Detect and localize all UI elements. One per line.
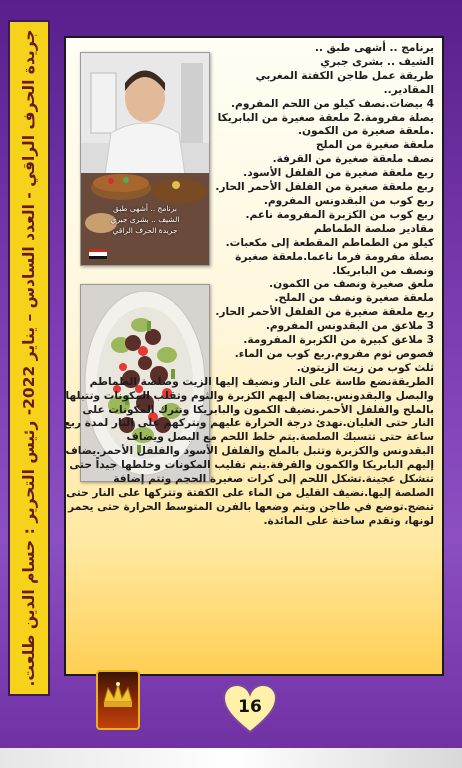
- article-line: الطريقةنضع طاسة على النار ونضيف إليها الزيت وصلصة الطماطم: [89, 375, 434, 388]
- article-line: نصف ملعقة صغيرة من القرفة.: [272, 153, 434, 166]
- article-line: البقدونس والكزبرة وتتبل بالملح والفلفل الأسود والفلفل الأحمر.يضاف: [65, 445, 434, 458]
- article-line: والبصل والبقدونس.يضاف إليهم الكزبرة والثوم وتقلب المكونات وتتبلها: [65, 389, 434, 402]
- bottom-bar: [0, 748, 462, 768]
- article-line: 3 ملاعق كبيرة من الكزبرة المفرومة.: [243, 334, 434, 347]
- article-line: ربع ملعقة صغيرة من الفلفل الأسود.: [243, 167, 434, 180]
- article-line: طريقة عمل طاجن الكفتة المغربي: [255, 69, 434, 82]
- article-text: [63, 42, 434, 529]
- side-banner: [8, 20, 50, 696]
- article-panel: [64, 36, 444, 676]
- page-number: 16: [238, 697, 262, 717]
- article-line: ربع ملعقة صغيرة من الفلفل الأحمر الحار.: [215, 306, 434, 319]
- article-line: ثلث كوب من زيت الزيتون.: [296, 361, 434, 374]
- article-line: تتشكل عجينة.تشكل اللحم إلى كرات صغيرة الحجم وتتم إضافة: [113, 473, 434, 486]
- article-line: 4 بيضات.نصف كيلو من اللحم المفروم.: [231, 97, 434, 110]
- side-banner-text: جريدة الحرف الراقي - العدد السادس – يناير 2022- رئيس التحرير : حسام الدين طلعت.: [20, 29, 38, 687]
- article-line: ربع ملعقة صغيرة من الفلفل الأحمر الحار.: [215, 181, 434, 194]
- article-line: ملعقة صغيرة من الملح: [315, 139, 434, 152]
- article-line: 3 ملاعق من البقدونس المفروم.: [265, 320, 434, 333]
- article-line: ربع كوب من البقدونس المفروم.: [263, 194, 434, 207]
- article-line: تنضج.توضع في طاجن ويتم وضعها بالفرن المتوسط الحرارة حتى يحمر: [68, 500, 434, 513]
- article-line: .ملعقة صغيرة من الكمون.: [297, 125, 434, 138]
- article-line: ونصف من البابريكا.: [332, 264, 434, 277]
- crown-icon: [98, 672, 138, 728]
- article-line: بالملح والفلفل الأحمر.نضيف الكمون والبابريكا ونترك المكونات على: [82, 403, 434, 416]
- article-line: بصلة مفرومة فرما ناعما.ملعقة صغيرة: [235, 250, 434, 263]
- photo-caption-line: برنامج .. أشهى طبق: [113, 204, 177, 213]
- photo-caption-line: الشيف .. بشرى جبري: [110, 215, 180, 224]
- article-line: الشيف .. بشرى جبري: [320, 55, 434, 68]
- article-line: ساعة حتى تتسبك الصلصة.يتم خلط اللحم مع البصل ويضاف: [126, 431, 434, 444]
- photo-caption-line: جريدة الحرف الراقي: [112, 226, 178, 235]
- article-line: المقادير..: [383, 83, 434, 96]
- article-line: مقادير صلصة الطماطم: [313, 222, 434, 235]
- article-line: برنامج .. أشهى طبق ..: [314, 42, 434, 54]
- article-line: كيلو من الطماطم المقطعة إلى مكعبات.: [225, 236, 434, 249]
- article-line: فصوص ثوم مفروم.ربع كوب من الماء.: [234, 347, 434, 360]
- article-line: ملعق صغيرة ونصف من الكمون.: [269, 278, 434, 291]
- article-line: ربع كوب من الكزبرة المفرومة ناعم.: [245, 208, 434, 221]
- article-line: بصلة مفرومة.2 ملعقة صغيرة من البابريكا: [217, 111, 434, 124]
- article-line: ملعقة صغيرة ونصف من الملح.: [274, 292, 434, 305]
- article-line: لونها، وتقدم ساخنة على المائدة.: [263, 514, 434, 527]
- article-line: إليهم البابريكا والكمون والقرفة.يتم تقليب المكونات وخلطها جيداً حتى: [69, 459, 434, 472]
- crown-logo: [96, 670, 140, 730]
- article-line: النار حتى الغليان.نهدئ درجة الحرارة عليهم ونتركهم على النار لمدة ربع: [63, 417, 434, 430]
- article-line: الصلصة إليها.نضيف القليل من الماء على الكفتة وتتركها على النار حتى: [66, 487, 434, 499]
